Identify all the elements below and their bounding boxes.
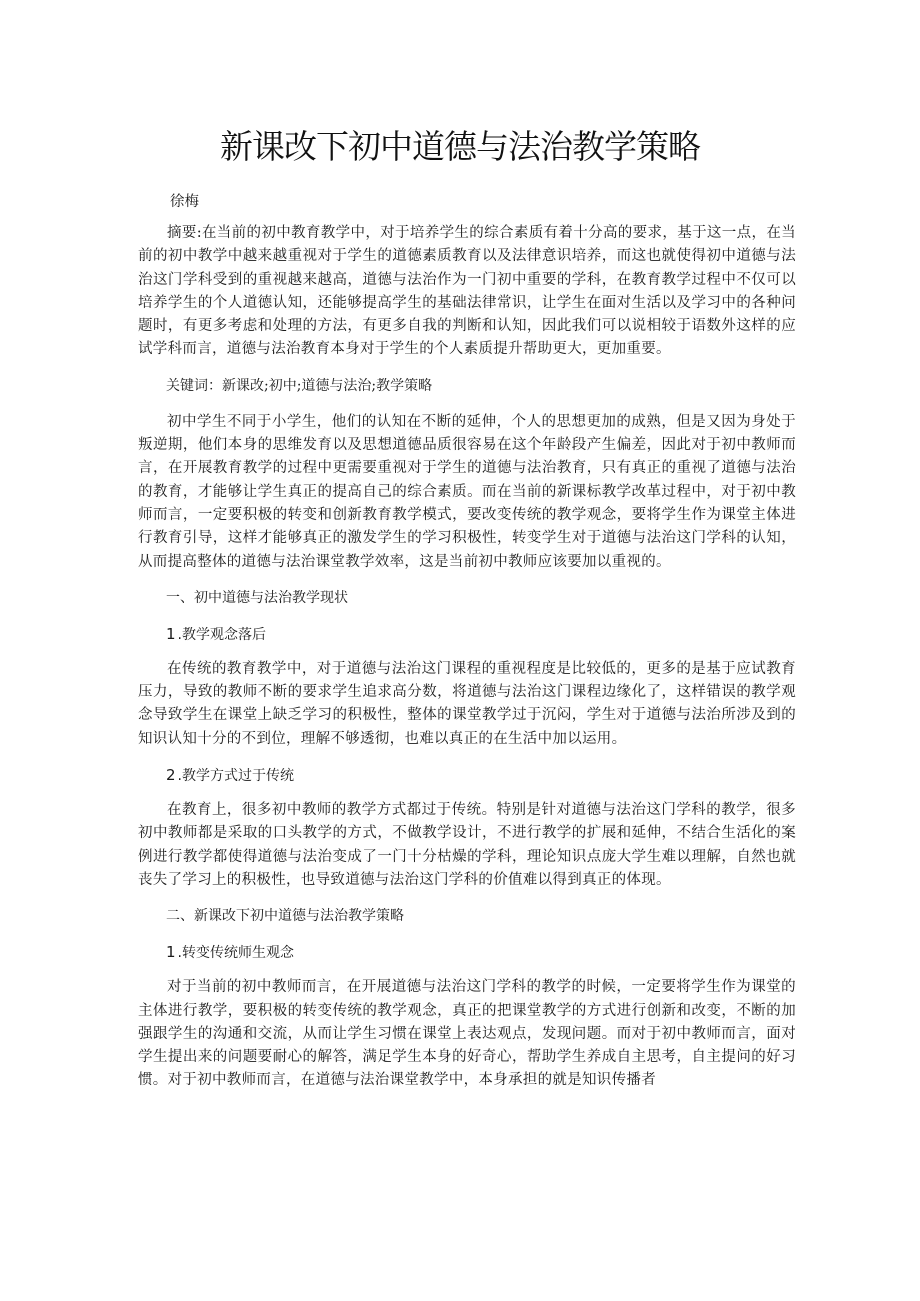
document-body <box>138 222 796 1106</box>
subheading-number: 1 <box>166 624 176 643</box>
abstract-label: 摘要: <box>167 225 202 241</box>
subheading-number: 2 <box>166 766 176 785</box>
section-1-sub-1-heading <box>138 623 796 647</box>
keywords-line: 关键词：新课改;初中;道德与法治;教学策略 <box>166 377 433 394</box>
subheading-number: 1 <box>166 943 176 962</box>
section-1-heading: 一、初中道德与法治教学现状 <box>166 589 348 606</box>
section-1-sub-2-paragraph: 在教育上，很多初中教师的教学方式都过于传统。特别是针对道德与法治这门学科的教学，很多初中教师都是采取的口头教学的方式，不做教学设计，不进行教学的扩展和延伸，不结合生活化的案例进行教学都使得道德与法治变成了一门十分枯燥的学科，理论知识点庞大学生难以理解，自然也就丧失了学习上的积极性，也导致道德与法治这门学科的价值难以得到真正的体现。 <box>138 802 796 888</box>
author-name: 徐梅 <box>170 194 199 210</box>
subheading-title: .教学观念落后 <box>177 626 266 643</box>
subheading-title: .教学方式过于传统 <box>177 768 294 785</box>
subheading-title: .转变传统师生观念 <box>177 945 294 962</box>
section-2-sub-1-heading <box>138 941 796 965</box>
intro-paragraph: 初中学生不同于小学生，他们的认知在不断的延伸，个人的思想更加的成熟，但是又因为身处于叛逆期，他们本身的思维发育以及思想道德品质很容易在这个年龄段产生偏差，因此对于初中教师而言，在开展教育教学的过程中更需要重视对于学生的道德与法治教育，只有真正的重视了道德与法治的教育，才能够让学生真正的提高自己的综合素质。而在当前的新课标教学改革过程中，对于初中教师而言，一定要积极的转变和创新教育教学模式，要改变传统的教学观念，要将学生作为课堂主体进行教育引导，这样才能够真正的激发学生的学习积极性，转变学生对于道德与法治这门学科的认知，从而提高整体的道德与法治课堂教学效率，这是当前初中教师应该要加以重视的。 <box>138 413 796 570</box>
section-2-sub-1-paragraph: 对于当前的初中教师而言，在开展道德与法治这门学科的教学的时候，一定要将学生作为课堂的主体进行教学，要积极的转变传统的教学观念，真正的把课堂教学的方式进行创新和改变，不断的加强跟学生的沟通和交流，从而让学生习惯在课堂上表达观点，发现问题。而对于初中教师而言，面对学生提出来的问题要耐心的解答，满足学生本身的好奇心，帮助学生养成自主思考，自主提问的好习惯。对于初中教师而言，在道德与法治课堂教学中，本身承担的就是知识传播者 <box>138 979 796 1089</box>
abstract-text: 在当前的初中教育教学中，对于培养学生的综合素质有着十分高的要求，基于这一点，在当前的初中教学中越来越重视对于学生的道德素质教育以及法律意识培养，而这也就使得初中道德与法治这门学科受到的重视越来越高，道德与法治作为一门初中重要的学科，在教育教学过程中不仅可以培养学生的个人道德认知，还能够提高学生的基础法律常识，让学生在面对生活以及学习中的各种问题时，有更多考虑和处理的方法，有更多自我的判断和认知，因此我们可以说相较于语数外这样的应试学科而言，道德与法治教育本身对于学生的个人素质提升帮助更大，更加重要。 <box>138 225 796 358</box>
section-2-heading: 二、新课改下初中道德与法治教学策略 <box>166 908 404 925</box>
abstract-paragraph <box>138 222 796 362</box>
section-1-sub-1-paragraph: 在传统的教育教学中，对于道德与法治这门课程的重视程度是比较低的，更多的是基于应试教育压力，导致的教师不断的要求学生追求高分数，将道德与法治这门课程边缘化了，这样错误的教学观念导致学生在课堂上缺乏学习的积极性，整体的课堂教学过于沉闷，学生对于道德与法治所涉及到的知识认知十分的不到位，理解不够透彻，也难以真正的在生活中加以运用。 <box>138 660 796 747</box>
document-title: 新课改下初中道德与法治教学策略 <box>220 127 700 166</box>
section-1-sub-2-heading <box>138 764 796 788</box>
